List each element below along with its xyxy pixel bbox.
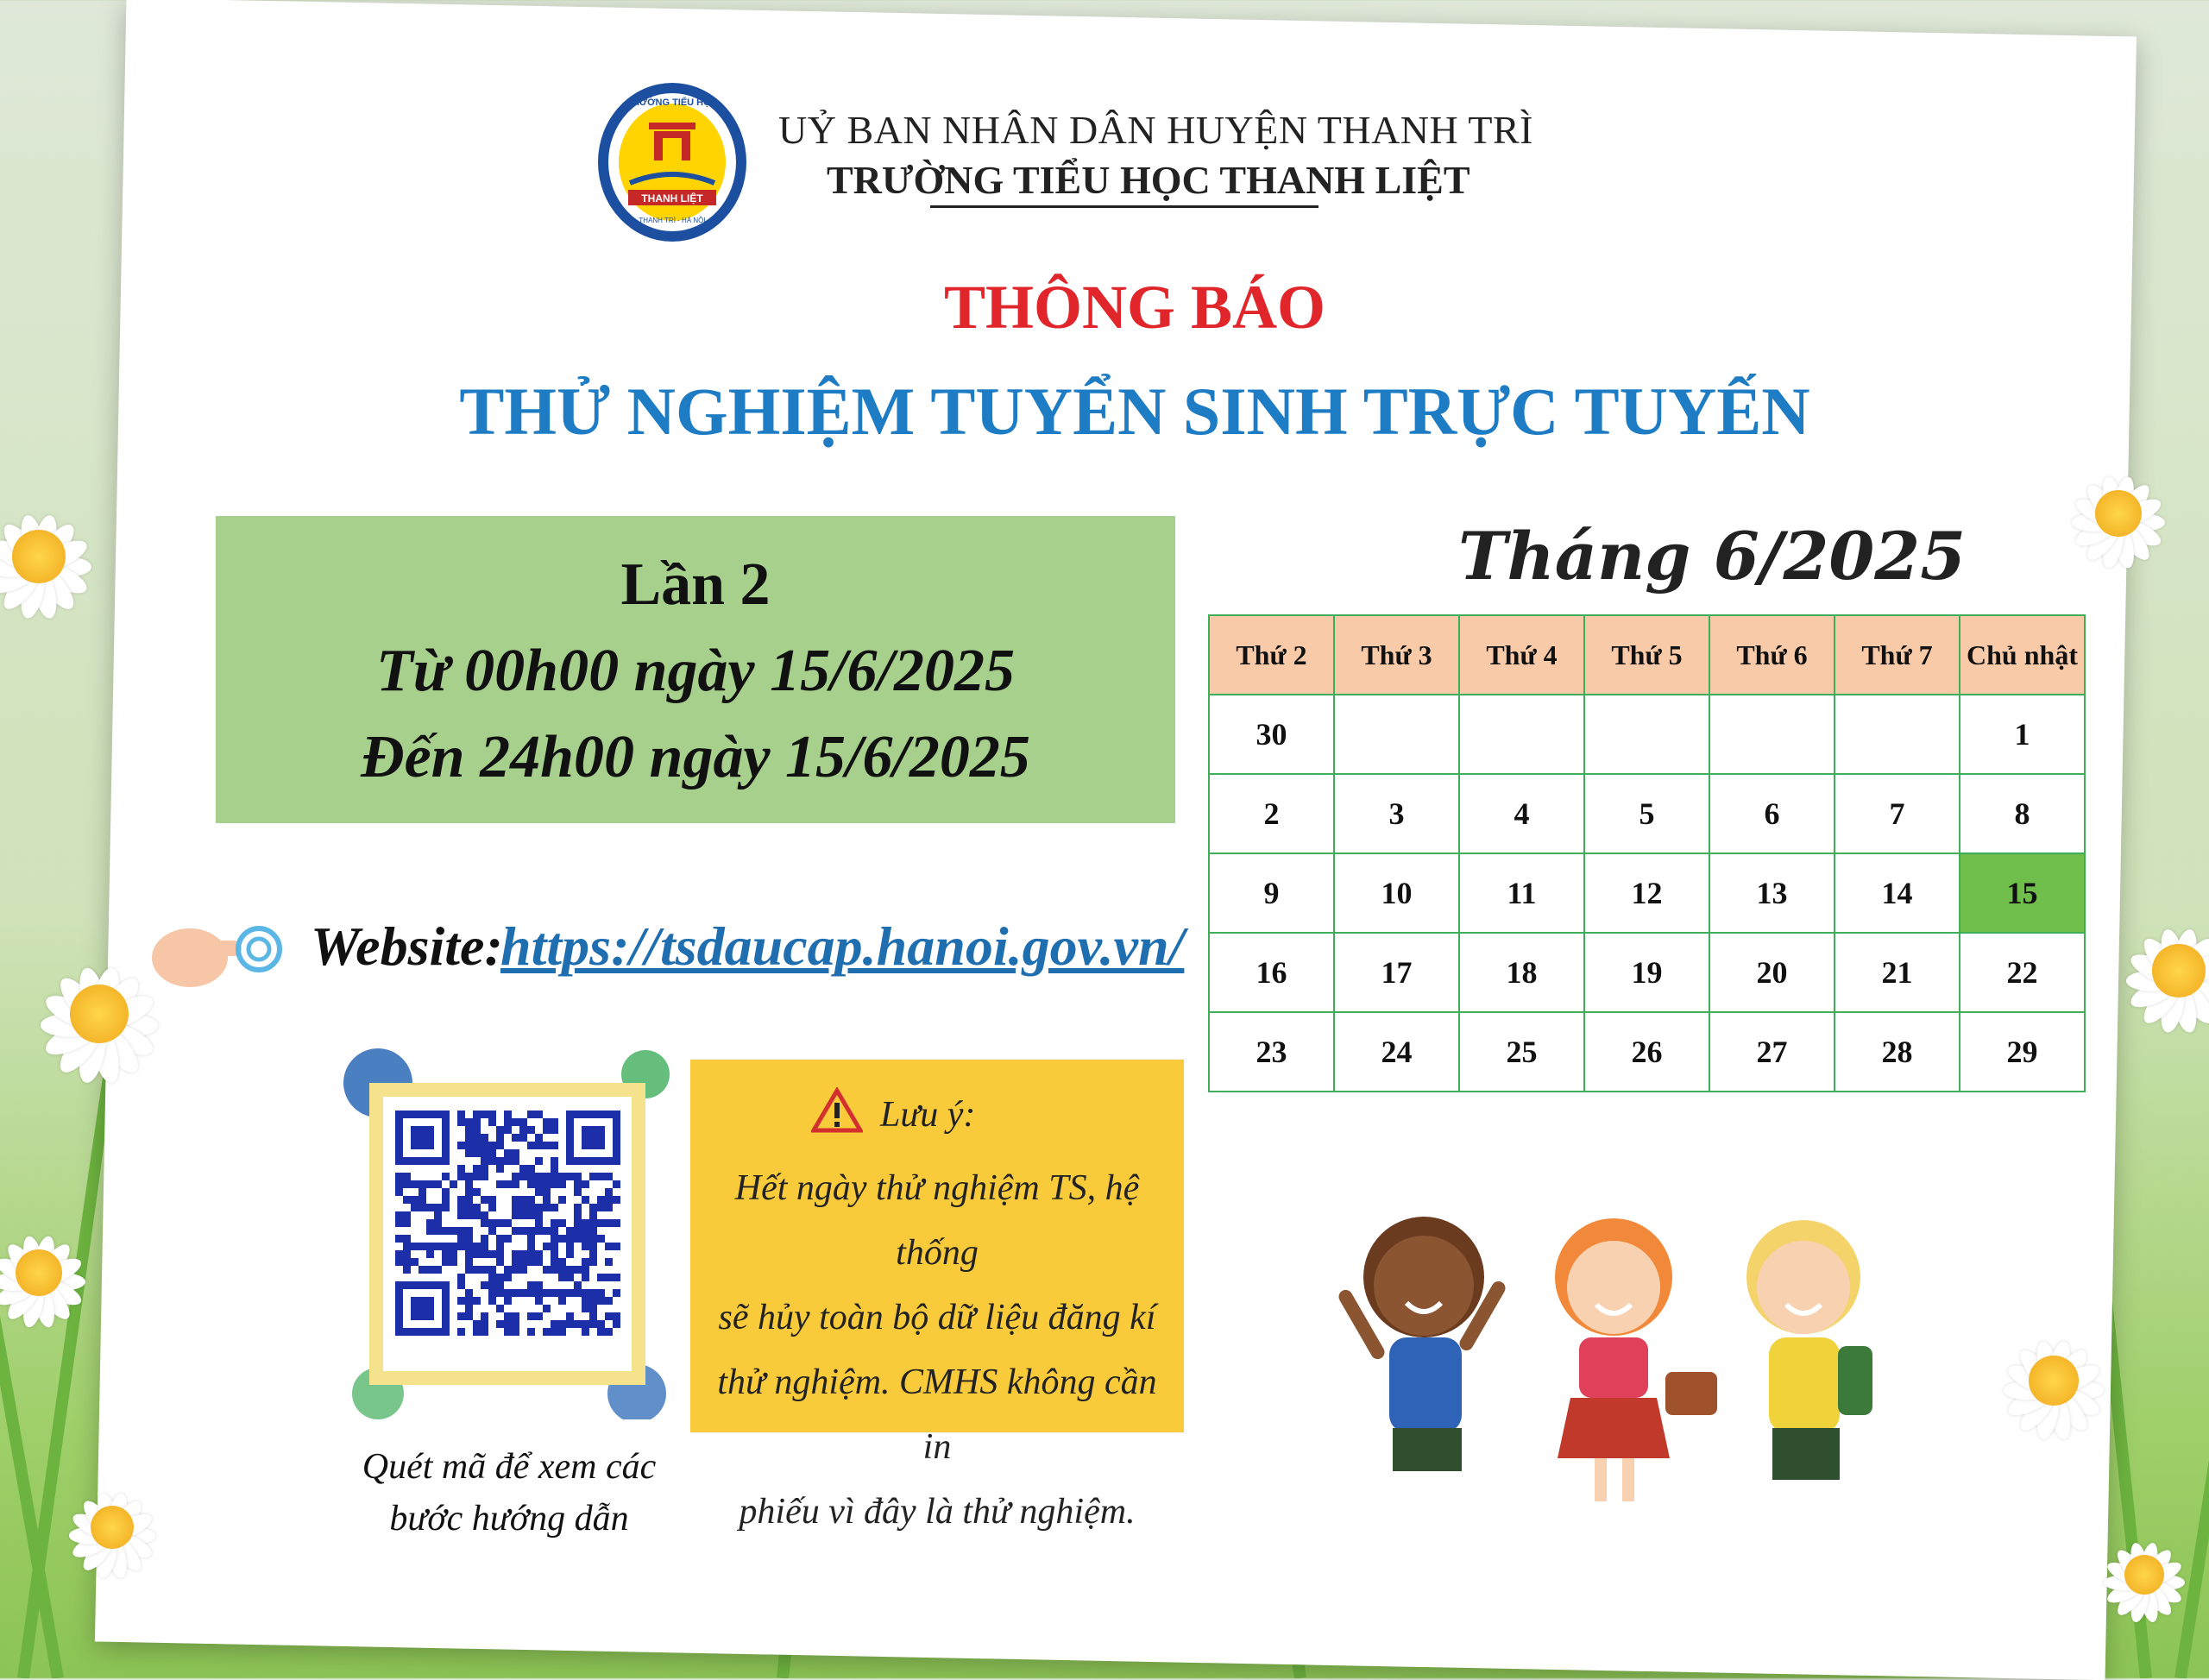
round-start-time: Từ 00h00 ngày 15/6/2025 [375, 638, 1016, 704]
calendar-week-row [1209, 933, 2085, 1012]
calendar-weekday-header: Thứ 7 [1835, 615, 1960, 695]
calendar-day: 18 [1459, 933, 1584, 1012]
note-line4: phiếu vì đây là thử nghiệm. [739, 1492, 1136, 1532]
qr-code[interactable] [343, 1048, 671, 1419]
notice-title: THÔNG BÁO [943, 273, 1326, 342]
district-name: UỶ BAN NHÂN DÂN HUYỆN THANH TRÌ [778, 108, 1533, 152]
website-label: Website: [311, 916, 503, 977]
logo-top-text: TRƯỜNG TIỂU HỌC [626, 98, 718, 108]
calendar-month-title: Tháng 6/2025 [1458, 518, 1967, 595]
calendar-day: 5 [1584, 774, 1709, 853]
calendar-day: 7 [1835, 774, 1960, 853]
calendar-weekday-header: Thứ 6 [1709, 615, 1835, 695]
calendar-day: 10 [1334, 853, 1459, 933]
calendar-week-row [1209, 695, 2085, 774]
note-box [690, 1060, 1184, 1532]
calendar-body [1209, 695, 2085, 1092]
qr-code-frame [343, 1048, 671, 1419]
calendar-day [1334, 695, 1459, 774]
calendar-day: 28 [1835, 1012, 1960, 1092]
calendar-day: 8 [1960, 774, 2085, 853]
warning-icon [811, 1087, 863, 1134]
calendar-day: 25 [1459, 1012, 1584, 1092]
round-end-time: Đến 24h00 ngày 15/6/2025 [361, 724, 1030, 790]
calendar-day: 26 [1584, 1012, 1709, 1092]
calendar-day: 27 [1709, 1012, 1835, 1092]
calendar-week-row [1209, 853, 2085, 933]
qr-caption-line2: bước hướng dẫn [389, 1499, 629, 1538]
calendar-day [1584, 695, 1709, 774]
calendar-weekday-header: Thứ 2 [1209, 615, 1334, 695]
calendar-day: 3 [1334, 774, 1459, 853]
calendar-weekday-header: Chủ nhật [1960, 615, 2085, 695]
note-line3: thử nghiệm. CMHS không cần in [717, 1362, 1157, 1467]
calendar-day: 24 [1334, 1012, 1459, 1092]
round-title: Lần 2 [620, 551, 771, 618]
qr-caption-line1: Quét mã để xem các [362, 1447, 657, 1487]
calendar-table [1208, 614, 2086, 1092]
calendar-day: 30 [1209, 695, 1334, 774]
calendar-weekday-header: Thứ 3 [1334, 615, 1459, 695]
calendar-day: 29 [1960, 1012, 2085, 1092]
calendar-day [1835, 695, 1960, 774]
calendar-day [1709, 695, 1835, 774]
calendar-header-row [1209, 615, 2085, 695]
logo-bottom-text: THANH TRÌ - HÀ NỘI [639, 217, 706, 224]
note-line1: Hết ngày thử nghiệm TS, hệ thống [734, 1168, 1140, 1273]
calendar-day: 6 [1709, 774, 1835, 853]
calendar-day: 16 [1209, 933, 1334, 1012]
calendar-day: 20 [1709, 933, 1835, 1012]
round-info-box [216, 516, 1175, 823]
note-line2: sẽ hủy toàn bộ dữ liệu đăng kí [718, 1298, 1156, 1337]
school-logo [595, 79, 749, 245]
calendar-day: 12 [1584, 853, 1709, 933]
calendar-day: 11 [1459, 853, 1584, 933]
calendar-day: 21 [1835, 933, 1960, 1012]
calendar-weekday-header: Thứ 5 [1584, 615, 1709, 695]
calendar-day-highlighted: 15 [1960, 853, 2085, 933]
school-name: TRƯỜNG TIỂU HỌC THANH LIỆT [827, 158, 1470, 202]
qr-caption [328, 1441, 690, 1545]
calendar-day: 1 [1960, 695, 2085, 774]
note-text [708, 1156, 1167, 1545]
calendar-day: 19 [1584, 933, 1709, 1012]
children-illustration [1320, 1182, 1907, 1527]
calendar-week-row [1209, 774, 2085, 853]
calendar-day: 23 [1209, 1012, 1334, 1092]
calendar-day: 4 [1459, 774, 1584, 853]
calendar-weekday-header: Thứ 4 [1459, 615, 1584, 695]
calendar-day: 22 [1960, 933, 2085, 1012]
calendar-day: 13 [1709, 853, 1835, 933]
note-heading: Lưu ý: [880, 1095, 976, 1135]
calendar-week-row [1209, 1012, 2085, 1092]
calendar-day: 9 [1209, 853, 1334, 933]
notice-subtitle: THỬ NGHIỆM TUYỂN SINH TRỰC TUYẾN [459, 374, 1810, 449]
website-link[interactable]: https://tsdaucap.hanoi.gov.vn/ [500, 916, 1185, 977]
website-row [147, 897, 1199, 992]
pointing-finger-icon [147, 915, 285, 992]
calendar-day: 17 [1334, 933, 1459, 1012]
logo-band-text: THANH LIỆT [641, 192, 703, 204]
calendar-day [1459, 695, 1584, 774]
calendar-day: 2 [1209, 774, 1334, 853]
header-underline [930, 205, 1318, 208]
calendar-day: 14 [1835, 853, 1960, 933]
